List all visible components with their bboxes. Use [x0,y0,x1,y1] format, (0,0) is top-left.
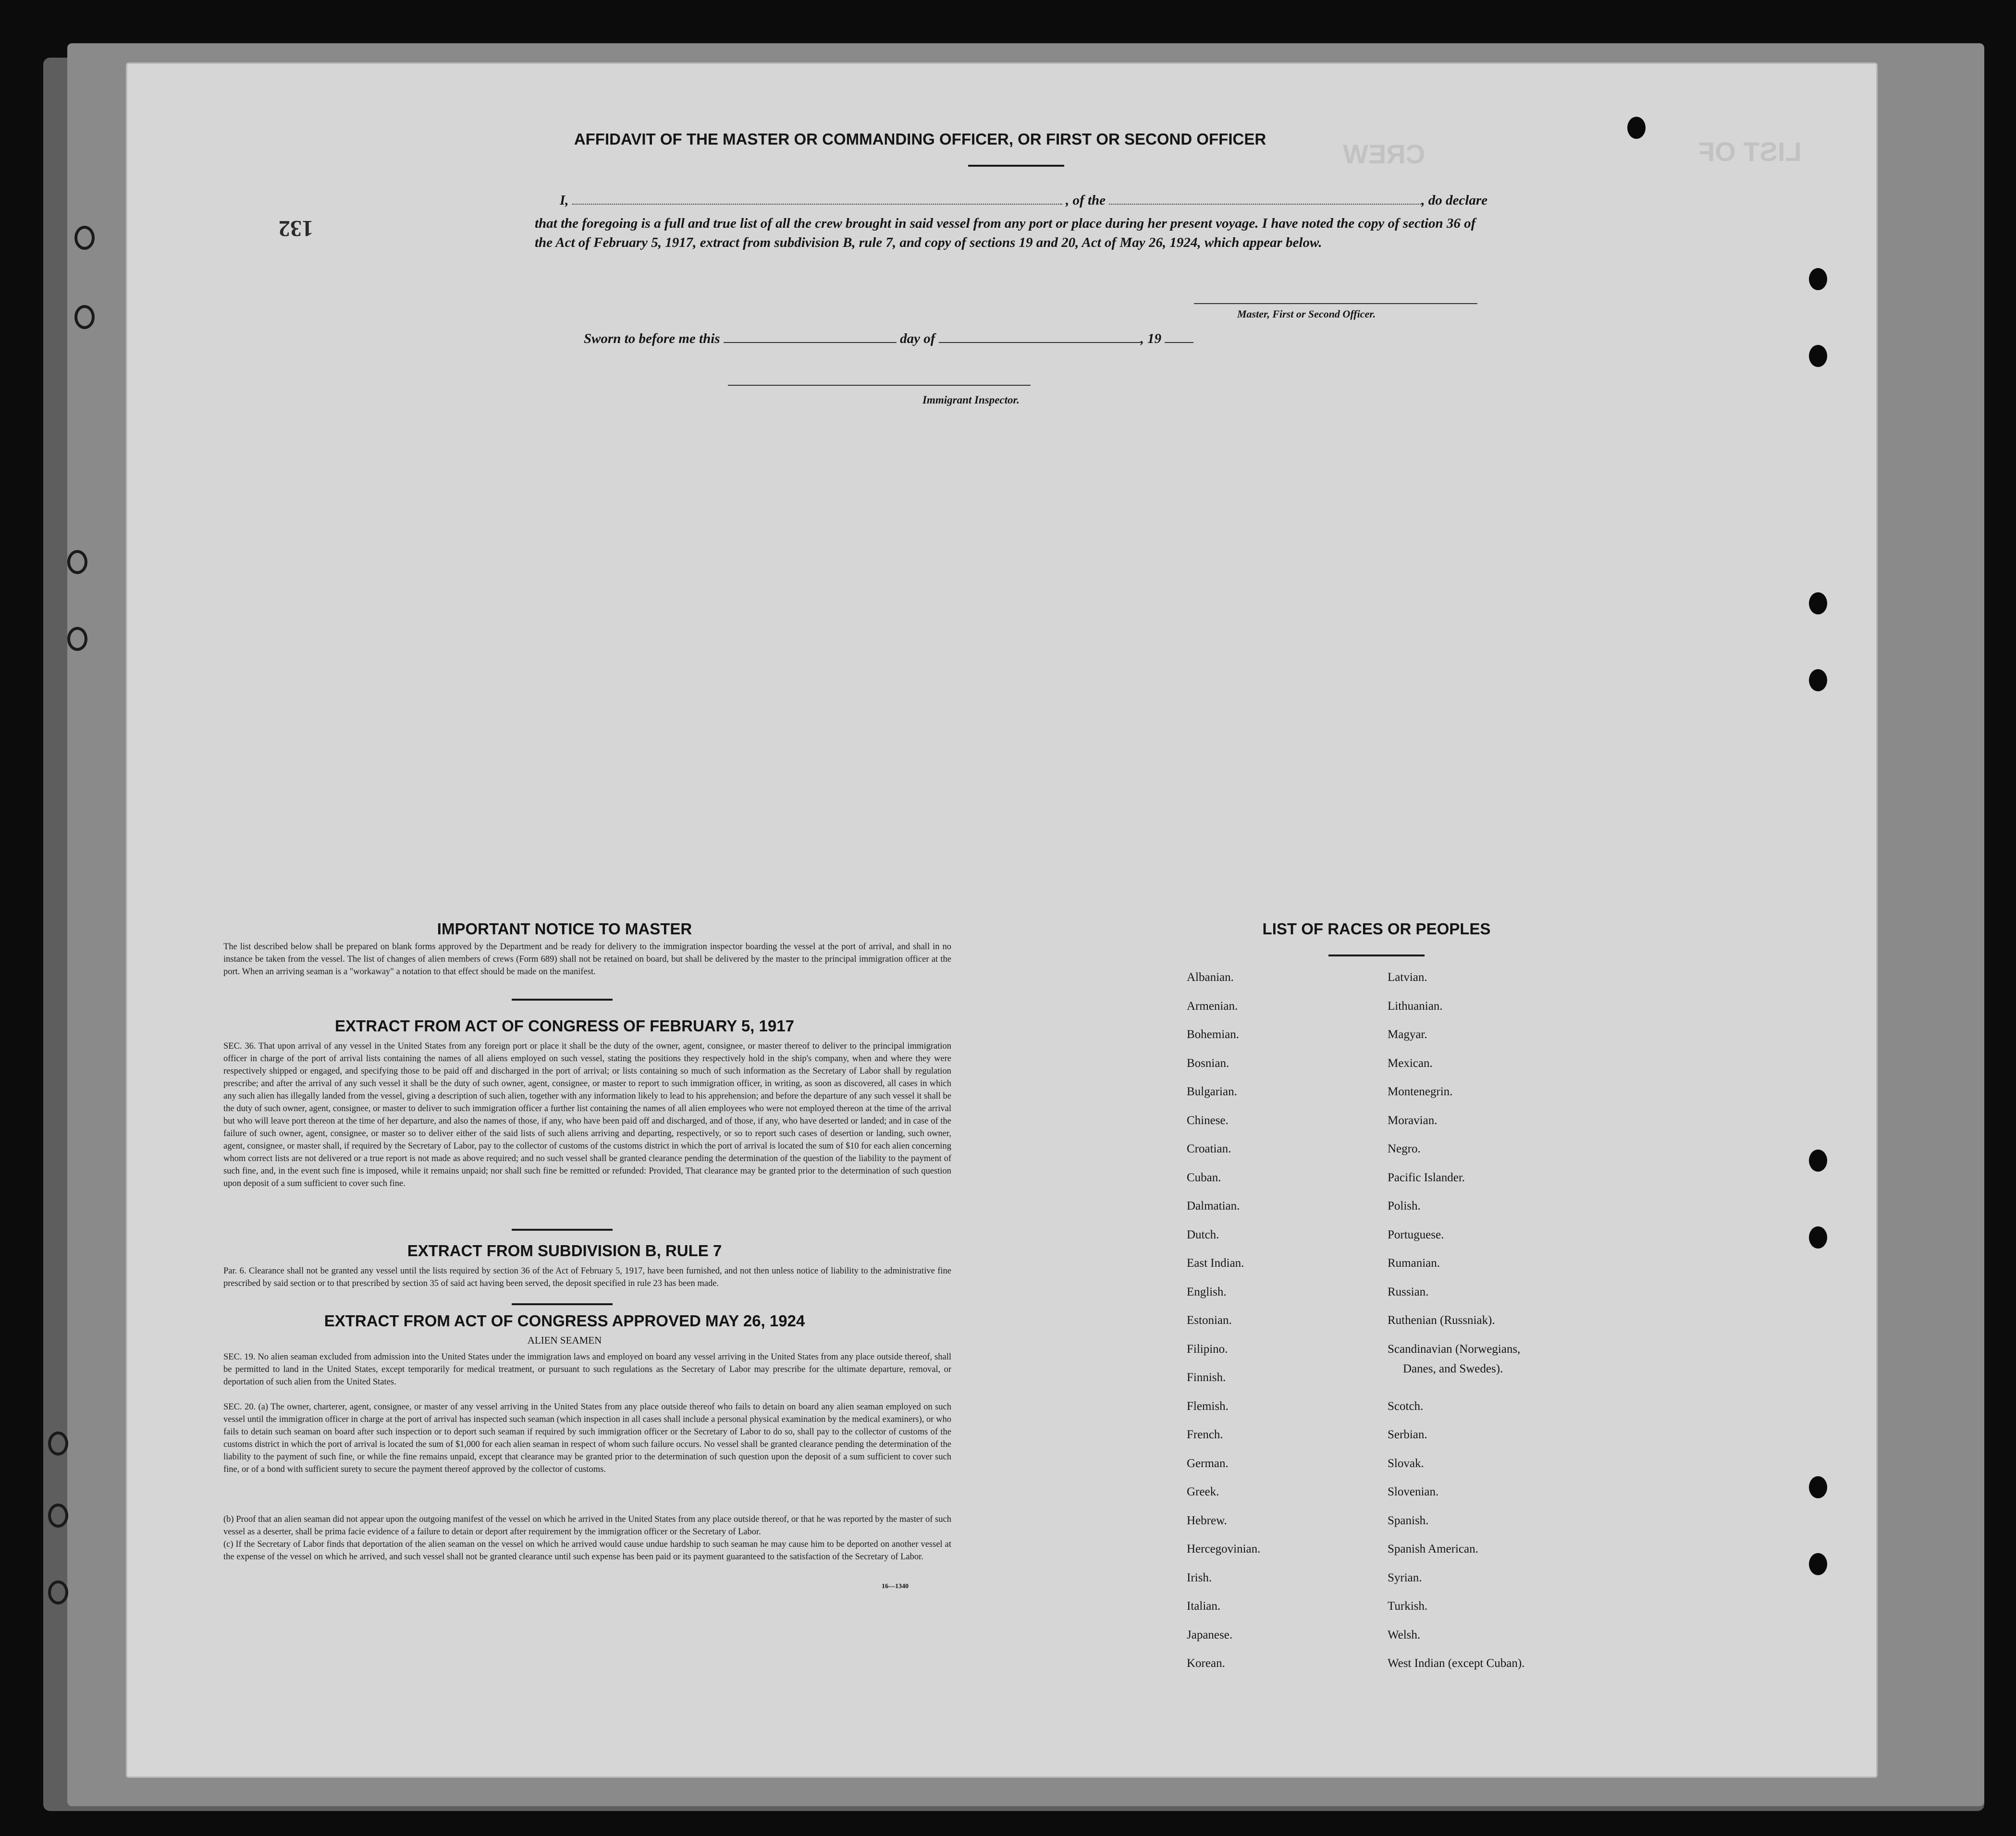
affidavit-line-1 [560,193,1497,208]
race-item: Polish. [1388,1200,1421,1212]
race-item: East Indian. [1187,1257,1244,1270]
race-item: Bosnian. [1187,1057,1229,1070]
form-number: 16—1340 [882,1583,909,1590]
race-item: West Indian (except Cuban). [1388,1657,1525,1670]
affidavit-title-rule [968,165,1064,167]
race-item: Italian. [1187,1600,1221,1613]
punch-hole-icon [1809,592,1827,614]
race-item: Magyar. [1388,1028,1427,1041]
signature-line[interactable] [1194,303,1477,304]
race-item: Chinese. [1187,1114,1229,1127]
inspector-signature-line[interactable] [728,385,1031,386]
punch-hole-icon [1809,1553,1827,1575]
sworn-line [584,331,1449,347]
rule7-rule [512,1303,613,1305]
notice-title: IMPORTANT NOTICE TO MASTER [437,920,692,938]
race-item: Flemish. [1187,1400,1229,1413]
binder-ring-icon [67,627,87,651]
punch-hole-icon [1809,268,1827,290]
race-item: Slovak. [1388,1457,1424,1470]
form-page [126,62,1878,1778]
race-item: Pacific Islander. [1388,1171,1465,1184]
binder-ring-icon [74,305,95,329]
race-item: Irish. [1187,1571,1212,1584]
sworn-day-field[interactable] [724,333,897,343]
race-item: Spanish. [1388,1514,1429,1527]
extract-1924-sec20c: (c) If the Secretary of Labor finds that deportation of the alien seaman on the vessel on which he arrived would cause undue hardship to such seaman he may cause him to be deported on another vessel at the expense of the vessel on which he arrived, and such vessel shall not be granted clearance until such expense has been paid or its payment guaranteed to the satisfaction of the Secretary of Labor. [223,1540,951,1562]
vessel-name-field[interactable] [1109,194,1421,205]
affidavit-title: AFFIDAVIT OF THE MASTER OR COMMANDING OFFICER, OR FIRST OR SECOND OFFICER [574,130,1266,148]
races-title: LIST OF RACES OR PEOPLES [1262,920,1491,938]
race-item: Hebrew. [1187,1514,1227,1527]
race-item: Scandinavian (Norwegians, [1388,1343,1521,1356]
race-item: Spanish American. [1388,1542,1478,1555]
bleed-through: CREW [1343,139,1426,169]
alien-seamen-subtitle: ALIEN SEAMEN [527,1334,602,1346]
race-item: Syrian. [1388,1571,1422,1584]
signature-label: Master, First or Second Officer. [1237,308,1376,320]
punch-hole-icon [1809,345,1827,367]
race-item: Danes, and Swedes). [1403,1362,1503,1375]
notice-body: The list described below shall be prepared on blank forms approved by the Department and be ready for delivery to the immigration inspector boarding the vessel at the port of arrival, and shall in no instance be taken from the vessel. The list of changes of alien members of crews (Form 689) shall not be retained on board, but shall be delivered by the master to the principal immigration officer at the port. When an arriving seaman is a "workaway" a notation to that effect should be made on the manifest. [223,942,951,977]
race-item: Armenian. [1187,1000,1238,1013]
race-item: Croatian. [1187,1142,1231,1155]
declarant-name-field[interactable] [572,194,1062,205]
race-item: Finnish. [1187,1371,1226,1384]
sworn-year-field[interactable] [1165,333,1193,343]
affidavit-body: that the foregoing is a full and true list of all the crew brought in said vessel from any port or place during her present voyage. I have noted the copy of section 36 of the Act of February 5, 1917, extract from subdivision B, rule 7, and copy of sections 19 and 20, Act of May 26, 1924, which appear below. [535,216,1476,250]
vessel-prefix: , of the [1066,193,1106,208]
race-item: Ruthenian (Russniak). [1388,1314,1495,1327]
race-item: Korean. [1187,1657,1225,1670]
race-item: Scotch. [1388,1400,1424,1413]
race-item: French. [1187,1428,1223,1441]
race-item: Serbian. [1388,1428,1427,1441]
race-item: Rumanian. [1388,1257,1440,1270]
punch-hole-icon [1809,1226,1827,1248]
inspector-label: Immigrant Inspector. [922,394,1020,406]
binder-ring-icon [74,226,95,250]
rule7-title: EXTRACT FROM SUBDIVISION B, RULE 7 [407,1242,722,1260]
punch-hole-icon [1809,1476,1827,1498]
race-item: Russian. [1388,1285,1429,1298]
extract-1924-sec20a: SEC. 20. (a) The owner, charterer, agent, consignee, or master of any vessel arriving in the United States from any place outside thereof who fails to detain on board any alien seaman employed on such vessel until the immigration officer in charge at the port of arrival has inspected such seaman (which inspection in all cases shall include a personal physical examination by the medical examiners), or who fails to detain such seaman on board after such inspection or to deport such seaman if required by such immigration officer or the Secretary of Labor to do so, shall pay to the collector of customs of the customs district in which the port of arrival is located the sum of $1,000 for each alien seaman in respect of whom such failure occurs. No vessel shall be granted clearance pending the determination of the liability to the payment of such fine, or while the fine remains unpaid, except that clearance may be granted prior to the determination of such question upon the deposit of a sum sufficient to cover such fine, or of a bond with sufficient surety to secure the payment thereof approved by the collector of customs. [223,1402,951,1474]
sworn-year-prefix: , 19 [1140,331,1162,346]
race-item: Moravian. [1388,1114,1438,1127]
rule7-body: Par. 6. Clearance shall not be granted any vessel until the lists required by section 36 of the Act of February 5, 1917, have been furnished, and not then unless notice of liability to the administrative fine prescribed by said section or to that prescribed by section 35 of said act having been served, the deposit specified in rule 23 has been made. [223,1266,951,1288]
race-item: Montenegrin. [1388,1085,1453,1098]
race-item: Negro. [1388,1142,1421,1155]
race-item: Greek. [1187,1485,1219,1498]
sworn-prefix: Sworn to before me this [584,331,720,346]
race-item: Japanese. [1187,1628,1233,1641]
race-item: Estonian. [1187,1314,1232,1327]
race-item: Hercegovinian. [1187,1542,1261,1555]
race-item: Cuban. [1187,1171,1221,1184]
races-title-rule [1328,955,1425,956]
race-item: Slovenian. [1388,1485,1439,1498]
extract-1917-body: SEC. 36. That upon arrival of any vessel in the United States from any foreign port or place it shall be the duty of the owner, agent, consignee, or master thereof to deliver to the principal immigration officer in charge of the port of arrival lists containing the names of all aliens employed on such vessel, stating the positions they respectively hold in the ship's company, when and where they were respectively shipped or engaged, and specifying those to be paid off and discharged in the port of arrival; or lists containing so much of such information as the Secretary of Labor shall by regulation prescribe; and after the arrival of any such vessel it shall be the duty of such owner, agent, consignee, or master to report to such immigration officer, in writing, as soon as discovered, all cases in which any such alien has illegally landed from the vessel, giving a description of such alien, together with any information likely to lead to his apprehension; and before the departure of any such vessel it shall be the duty of such owner, agent, consignee, or master to deliver to such immigration officer a further list containing the names of all alien employees who were not employed thereon at the time of the arrival but who will leave port thereon at the time of her departure, and also the names of those, if any, who have been paid off and discharged, and of those, if any, who have deserted or landed; and in case of the failure of such owner, agent, consignee, or master so to deliver either of the said lists of such aliens arriving and departing, respectively, or so to report such cases of desertion or landing, such owner, agent, consignee, or master shall, if required by the Secretary of Labor, pay to the collector of customs of the customs district in which the port of arrival is located the sum of $10 for each alien concerning whom correct lists are not delivered or a true report is not made as above required; and no such vessel shall be granted clearance pending the determination of the question of the liability to the payment of such fine, and, in the event such fine is imposed, while it remains unpaid; nor shall such fine be remitted or refunded: Provided, That clearance may be granted prior to the determination of such question upon deposit of a sum sufficient to cover such fine. [223,1041,951,1188]
declare-suffix: , do declare [1421,193,1487,208]
binder-ring-icon [48,1580,68,1604]
punch-hole-icon [1627,117,1646,139]
race-item: Turkish. [1388,1600,1428,1613]
race-item: Latvian. [1388,971,1427,984]
sworn-day-of: day of [900,331,935,346]
binder-ring-icon [67,550,87,574]
extract-1917-title: EXTRACT FROM ACT OF CONGRESS OF FEBRUARY 5, 1917 [335,1017,794,1035]
extract-1917-rule [512,1229,613,1231]
race-item: Bulgarian. [1187,1085,1237,1098]
race-item: English. [1187,1285,1227,1298]
race-item: Filipino. [1187,1343,1228,1356]
punch-hole-icon [1809,1150,1827,1172]
bleed-through: LIST OF [1698,136,1802,167]
binder-ring-icon [48,1432,68,1456]
race-item: Bohemian. [1187,1028,1240,1041]
race-item: German. [1187,1457,1229,1470]
punch-hole-icon [1809,669,1827,691]
extract-1924-sec20b: (b) Proof that an alien seaman did not appear upon the outgoing manifest of the vessel on which he arrived in the United States from any place outside thereof, or that he was reported by the master of such vessel as a deserter, shall be prima facie evidence of a failure to detain or deport after requirement by the immigration officer or the Secretary of Labor. [223,1515,951,1537]
race-item: Welsh. [1388,1628,1421,1641]
sworn-month-field[interactable] [939,333,1141,343]
extract-1924-sec19: SEC. 19. No alien seaman excluded from admission into the United States under the immigration laws and employed on board any vessel arriving in the United States from any place outside thereof, shall be permitted to land in the United States, except temporarily for medical treatment, or pursuant to such regulations as the Secretary of Labor may prescribe for the ultimate departure, removal, or deportation of such alien from the United States. [223,1352,951,1387]
race-item: Dalmatian. [1187,1200,1240,1212]
binder-ring-icon [48,1504,68,1528]
stamp-number: 132 [279,216,313,241]
race-item: Portuguese. [1388,1228,1444,1241]
extract-1924-title: EXTRACT FROM ACT OF CONGRESS APPROVED MAY 26, 1924 [324,1312,805,1330]
race-item: Mexican. [1388,1057,1433,1070]
race-item: Albanian. [1187,971,1234,984]
notice-rule [512,999,613,1001]
race-item: Lithuanian. [1388,1000,1443,1013]
declarant-prefix: I, [560,193,569,208]
race-item: Dutch. [1187,1228,1219,1241]
